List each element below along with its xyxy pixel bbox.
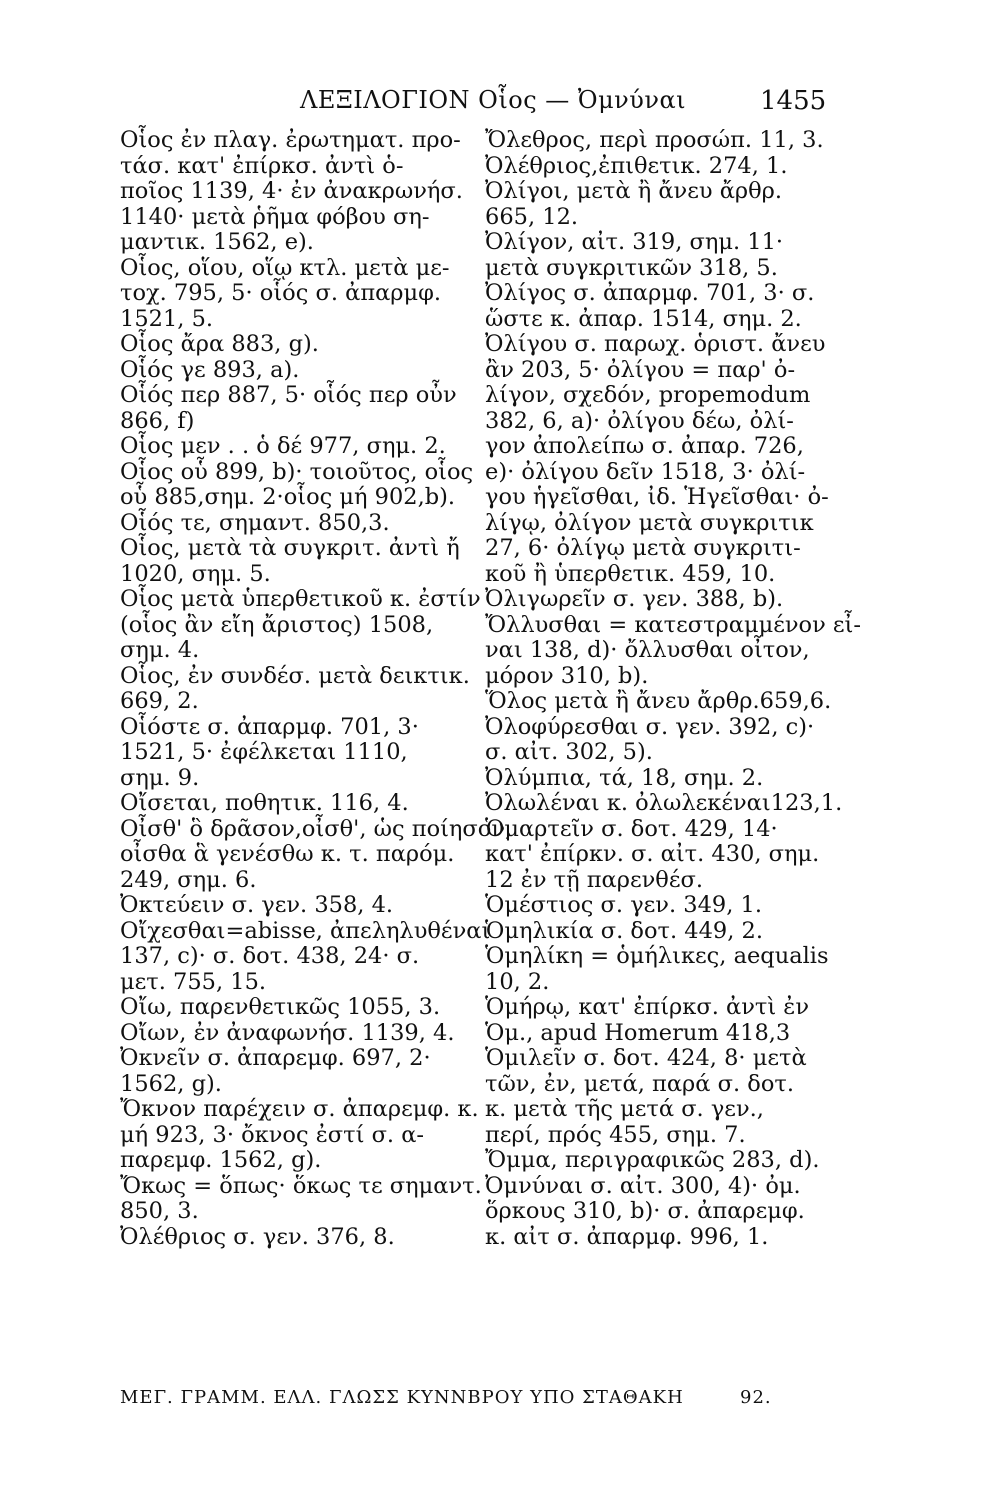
index-entry-line: μαντικ. 1562, e). (120, 229, 314, 255)
index-entry-line: Ὀλέθριος σ. γεν. 376, 8. (120, 1223, 395, 1250)
index-entry-line: Οἴχεσθαι=abisse, ἀπεληλυθέναι (120, 917, 491, 944)
index-entry-line: 1521, 5. (120, 305, 214, 332)
index-entry-line: 382, 6, a)· ὀλίγου δέω, ὀλί- (485, 407, 794, 434)
index-entry-line: Οἴων, ἐν ἀναφωνήσ. 1139, 4. (120, 1019, 455, 1046)
index-entry-line: μετὰ συγκριτικῶν 318, 5. (485, 254, 778, 281)
index-entry-line: οἶσθα ἃ γενέσθω κ. τ. παρόμ. (120, 841, 455, 867)
index-entry-line: Ὅλος μετὰ ἢ ἄνευ ἄρθρ.659,6. (485, 688, 832, 714)
printer-imprint: ΜΕΓ. ΓΡΑΜΜ. ΕΛΛ. ΓΛΩΣΣ ΚΥΝΝΒΡΟΥ ΥΠΟ ΣΤΑΘΑΚΗ (120, 1387, 684, 1408)
index-entry-line: Ὀλίγον, αἰτ. 319, σημ. 11· (485, 229, 784, 255)
index-entry-line: κ. μετὰ τῆς μετά σ. γεν., (485, 1096, 764, 1122)
index-entry-line: Ὁμηλίκη = ὁμήλικες, aequalis (485, 943, 829, 969)
index-entry-line: Ὀλύμπια, τά, 18, σημ. 2. (485, 764, 764, 791)
index-entry-line: Οἷος μεν . . ὁ δέ 977, σημ. 2. (120, 433, 446, 459)
index-entry-line: Οἷος ἐν πλαγ. ἐρωτηματ. προ- (120, 127, 461, 153)
index-entry-line: λίγῳ, ὀλίγον μετὰ συγκριτικ (485, 509, 814, 536)
index-entry-line: 137, c)· σ. δοτ. 438, 24· σ. (120, 943, 420, 969)
index-entry-line: Ὀλέθριος,ἐπιθετικ. 274, 1. (485, 152, 788, 179)
index-entry-line: 12 ἐν τῇ παρενθέσ. (485, 866, 704, 893)
index-entry-line: Οἶσθ' ὃ δρᾶσον,οἶσθ', ὡς ποίησον, (120, 815, 513, 842)
index-entry-line: Ὀλίγος σ. ἀπαρμφ. 701, 3· σ. (485, 280, 815, 306)
index-entry-line: γον ἀπολείπω σ. ἀπαρ. 726, (485, 433, 804, 459)
index-entry-line: Οἷος, μετὰ τὰ συγκριτ. ἀντὶ ἤ (120, 535, 460, 561)
index-entry-line: κατ' ἐπίρκν. σ. αἰτ. 430, σημ. (485, 841, 820, 867)
index-entry-line: Ὀλωλέναι κ. ὀλωλεκέναι123,1. (485, 790, 843, 816)
signature-mark: 92. (740, 1387, 772, 1408)
index-entry-line: Οἷος, οἵου, οἵῳ κτλ. μετὰ με- (120, 254, 450, 281)
index-entry-line: λίγον, σχεδόν, propemodum (485, 382, 811, 408)
index-entry-line: Ὀμνύναι σ. αἰτ. 300, 4)· ὀμ. (485, 1172, 801, 1199)
page-header (0, 86, 1002, 126)
index-entry-line: Ὁμήρῳ, κατ' ἐπίρκσ. ἀντὶ ἐν (485, 994, 810, 1020)
index-entry-line: 850, 3. (120, 1198, 199, 1224)
index-entry-line: μετ. 755, 15. (120, 968, 267, 995)
index-entry-line: 1521, 5· ἐφέλκεται 1110, (120, 739, 408, 765)
index-entry-line: Ὁμ., apud Homerum 418,3 (485, 1019, 791, 1046)
index-entry-line: Οἴσεται, ποθητικ. 116, 4. (120, 790, 409, 816)
index-entry-line: κοῦ ἢ ὑπερθετικ. 459, 10. (485, 560, 776, 587)
index-entry-line: τάσ. κατ' ἐπίρκσ. ἀντὶ ὁ- (120, 152, 404, 179)
index-entry-line: Ὄκνον παρέχειν σ. ἀπαρεμφ. κ. (120, 1096, 479, 1122)
index-entry-line: Ὁμέστιος σ. γεν. 349, 1. (485, 892, 763, 918)
index-entry-line: σ. αἰτ. 302, 5). (485, 739, 653, 765)
index-entry-line: Οἷος μετὰ ὑπερθετικοῦ κ. ἐστίν (120, 586, 481, 612)
index-entry-line: Ὀλοφύρεσθαι σ. γεν. 392, c)· (485, 713, 815, 740)
index-entry-line: 1140· μετὰ ῥῆμα φόβου ση- (120, 203, 430, 230)
index-entry-line: Ὁμαρτεῖν σ. δοτ. 429, 14· (485, 815, 778, 842)
index-entry-line: μή 923, 3· ὄκνος ἐστί σ. α- (120, 1121, 425, 1148)
index-entry-line: Οἷος, ἐν συνδέσ. μετὰ δεικτικ. (120, 662, 470, 689)
index-entry-line: ἂν 203, 5· ὀλίγου = παρ' ὀ- (485, 356, 796, 383)
index-entry-line: 10, 2. (485, 968, 550, 995)
left-column (120, 127, 513, 1250)
index-entry-line: Οἷός περ 887, 5· οἷός περ οὖν (120, 382, 457, 408)
index-entry-line: ποῖος 1139, 4· ἐν ἀνακρωνήσ. (120, 178, 463, 204)
index-entry-line: μόρον 310, b). (485, 662, 649, 689)
index-entry-line: ναι 138, d)· ὄλλυσθαι οἶτον, (485, 637, 810, 663)
index-entry-line: Οἷος οὗ 899, b)· τοιοῦτος, οἷος (120, 458, 474, 485)
right-column (485, 127, 861, 1250)
index-entry-line: Οἷόστε σ. ἀπαρμφ. 701, 3· (120, 713, 419, 740)
index-entry-line: Ὄλεθρος, περὶ προσώπ. 11, 3. (485, 127, 824, 153)
index-entry-line: κ. αἰτ σ. ἀπαρμφ. 996, 1. (485, 1223, 769, 1250)
index-entry-line: ὥστε κ. ἀπαρ. 1514, σημ. 2. (485, 305, 802, 332)
index-entry-line: Ὄλλυσθαι = κατεστραμμένον εἶ- (485, 611, 861, 638)
index-entry-line: Ὀλίγοι, μετὰ ἢ ἄνευ ἄρθρ. (485, 178, 783, 204)
index-entry-line: σημ. 4. (120, 637, 200, 663)
index-entry-line: περί, πρός 455, σημ. 7. (485, 1121, 746, 1148)
index-entry-line: οὗ 885,σημ. 2·οἷος μή 902,b). (120, 484, 456, 510)
page-footer (120, 1387, 880, 1417)
index-entry-line: Ὄκως = ὅπως· ὅκως τε σημαντ. (120, 1172, 482, 1199)
index-entry-line: σημ. 9. (120, 764, 200, 791)
index-entry-line: Οἴω, παρενθετικῶς 1055, 3. (120, 994, 441, 1020)
index-entry-line: παρεμφ. 1562, g). (120, 1147, 322, 1173)
index-entry-line: Ὁμηλικία σ. δοτ. 449, 2. (485, 917, 763, 944)
index-entry-line: ὅρκους 310, b)· σ. ἀπαρεμφ. (485, 1198, 805, 1224)
index-entry-line: 665, 12. (485, 203, 579, 230)
index-entry-line: Ὁμιλεῖν σ. δοτ. 424, 8· μετὰ (485, 1045, 807, 1071)
index-entry-line: 669, 2. (120, 688, 199, 714)
index-entry-line: e)· ὀλίγου δεῖν 1518, 3· ὀλί- (485, 458, 806, 485)
running-title: ΛΕΞΙΛΟΓΙΟΝ Οἷος — Ὀμνύναι (300, 86, 687, 114)
index-entry-line: Ὀκτεύειν σ. γεν. 358, 4. (120, 892, 394, 918)
index-entry-line: τῶν, ἐν, μετά, παρά σ. δοτ. (485, 1070, 794, 1097)
index-entry-line: 27, 6· ὀλίγῳ μετὰ συγκριτι- (485, 535, 801, 561)
index-entry-line: 1020, σημ. 5. (120, 560, 271, 587)
index-entry-line: Ὀκνεῖν σ. ἀπαρεμφ. 697, 2· (120, 1045, 431, 1071)
index-entry-line: 249, σημ. 6. (120, 866, 257, 893)
index-entry-line: Οἷός τε, σημαντ. 850,3. (120, 509, 390, 536)
page-number: 1455 (760, 86, 827, 116)
index-entry-line: Ὀλίγου σ. παρωχ. ὁριστ. ἄνευ (485, 331, 826, 357)
index-entry-line: Ὄμμα, περιγραφικῶς 283, d). (485, 1147, 820, 1173)
index-entry-line: Οἷος ἄρα 883, g). (120, 331, 319, 357)
index-entry-line: τοχ. 795, 5· οἷός σ. ἀπαρμφ. (120, 280, 442, 306)
index-entry-line: Ὀλιγωρεῖν σ. γεν. 388, b). (485, 586, 784, 612)
index-entry-line: 866, f) (120, 407, 195, 434)
index-entry-line: 1562, g). (120, 1070, 222, 1097)
index-entry-line: γου ἡγεῖσθαι, ἰδ. Ἡγεῖσθαι· ὀ- (485, 484, 829, 510)
index-entry-line: (οἷος ἂν εἴη ἄριστος) 1508, (120, 611, 434, 638)
index-entry-line: Οἷός γε 893, a). (120, 356, 300, 383)
